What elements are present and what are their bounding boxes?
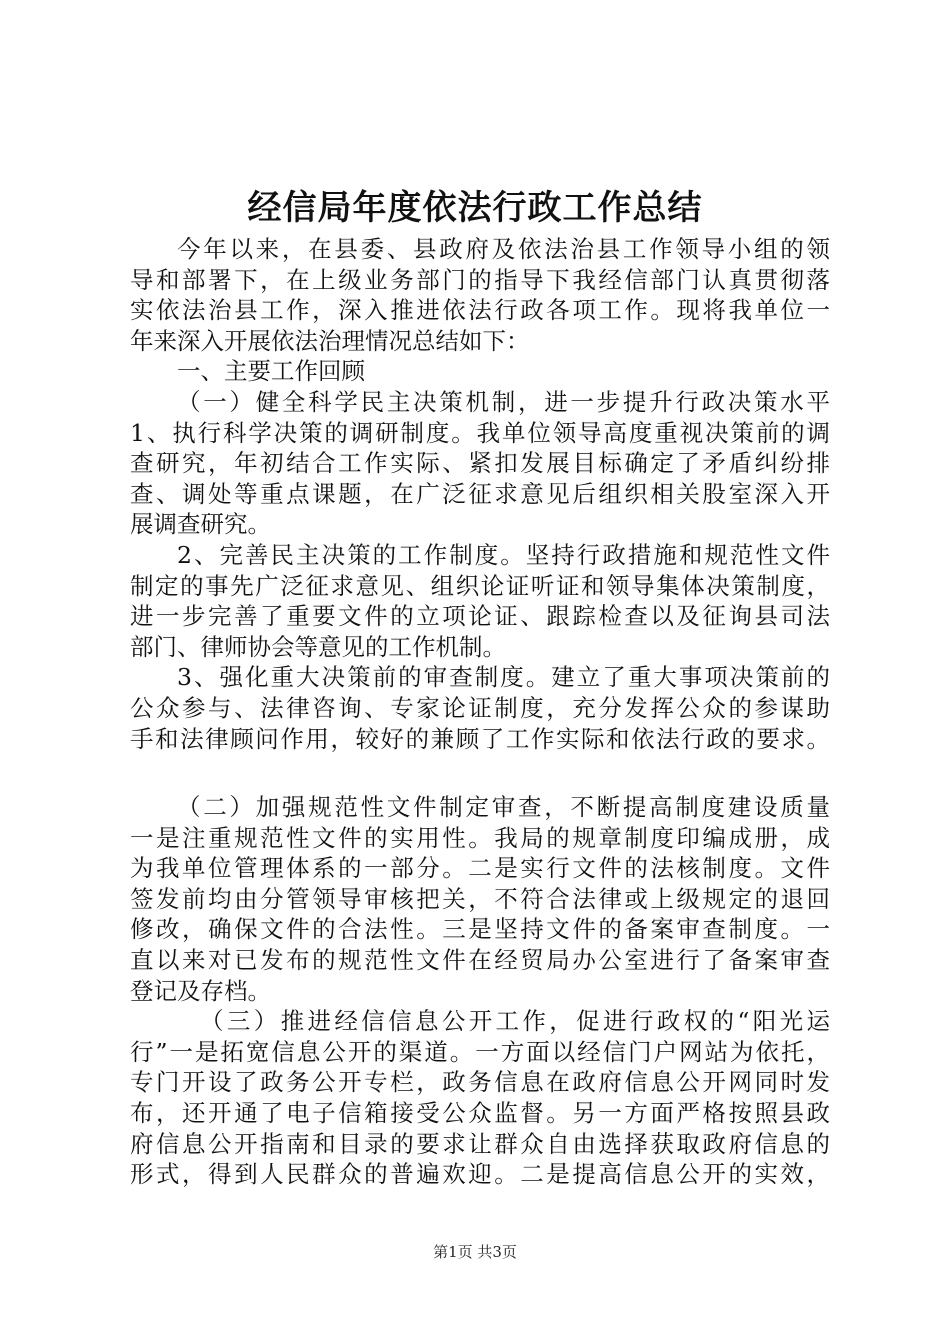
text-line: 手和法律顾问作用，较好的兼顾了工作实际和依法行政的要求。 bbox=[130, 724, 830, 753]
text-line: 1、执行科学决策的调研制度。我单位领导高度重视决策前的调 bbox=[130, 418, 830, 447]
text-line: 府信息公开指南和目录的要求让群众自由选择获取政府信息的 bbox=[130, 1129, 830, 1158]
text-line: 形式，得到人民群众的普遍欢迎。二是提高信息公开的实效， bbox=[130, 1160, 830, 1189]
text-line: 行”一是拓宽信息公开的渠道。一方面以经信门户网站为依托， bbox=[130, 1037, 830, 1066]
text-line: 查研究，年初结合工作实际、紧扣发展目标确定了矛盾纠纷排 bbox=[130, 449, 830, 478]
subsection-heading: （二）加强规范性文件制定审查，不断提高制度建设质量 bbox=[177, 793, 830, 822]
text-line: 公众参与、法律咨询、专家论证制度，充分发挥公众的参谋助 bbox=[130, 693, 830, 722]
text-line: 今年以来，在县委、县政府及依法治县工作领导小组的领 bbox=[177, 235, 830, 263]
text-line: 一是注重规范性文件的实用性。我局的规章制度印编成册，成 bbox=[130, 823, 830, 852]
text-line: 为我单位管理体系的一部分。二是实行文件的法核制度。文件 bbox=[130, 854, 830, 883]
text-line: 部门、律师协会等意见的工作机制。 bbox=[130, 632, 506, 661]
text-line: 2、完善民主决策的工作制度。坚持行政措施和规范性文件 bbox=[177, 540, 830, 569]
document-title: 经信局年度依法行政工作总结 bbox=[247, 188, 703, 228]
text-line: 实依法治县工作，深入推进依法行政各项工作。现将我单位一 bbox=[130, 296, 830, 325]
text-line: 直以来对已发布的规范性文件在经贸局办公室进行了备案审查 bbox=[130, 946, 830, 975]
text-line: 年来深入开展依法治理情况总结如下： bbox=[130, 326, 530, 355]
text-line: 登记及存档。 bbox=[130, 976, 271, 1005]
section-heading: 一、主要工作回顾 bbox=[177, 357, 365, 386]
text-line: 制定的事先广泛征求意见、组织论证听证和领导集体决策制度， bbox=[130, 571, 830, 600]
text-line: 查、调处等重点课题，在广泛征求意见后组织相关股室深入开 bbox=[130, 479, 830, 508]
document-body bbox=[130, 234, 830, 1190]
text-line: 修改，确保文件的合法性。三是坚持文件的备案审查制度。一 bbox=[130, 915, 830, 944]
page-footer: 第1页 共3页 bbox=[433, 1243, 517, 1261]
subsection-heading: （三）推进经信信息公开工作，促进行政权的“阳光运 bbox=[200, 1007, 830, 1036]
text-line: 专门开设了政务公开专栏，政务信息在政府信息公开网同时发 bbox=[130, 1068, 830, 1097]
text-line: 签发前均由分管领导审核把关，不符合法律或上级规定的退回 bbox=[130, 884, 830, 913]
text-line: 3、强化重大决策前的审查制度。建立了重大事项决策前的 bbox=[177, 663, 830, 692]
text-line: 布，还开通了电子信箱接受公众监督。另一方面严格按照县政 bbox=[130, 1099, 830, 1128]
text-line: 展调查研究。 bbox=[130, 510, 271, 539]
text-line: 进一步完善了重要文件的立项论证、跟踪检查以及征询县司法 bbox=[130, 602, 830, 631]
text-line: 导和部署下，在上级业务部门的指导下我经信部门认真贯彻落 bbox=[130, 265, 830, 294]
paragraph-gap bbox=[130, 754, 830, 792]
subsection-heading: （一）健全科学民主决策机制，进一步提升行政决策水平 bbox=[177, 387, 830, 416]
